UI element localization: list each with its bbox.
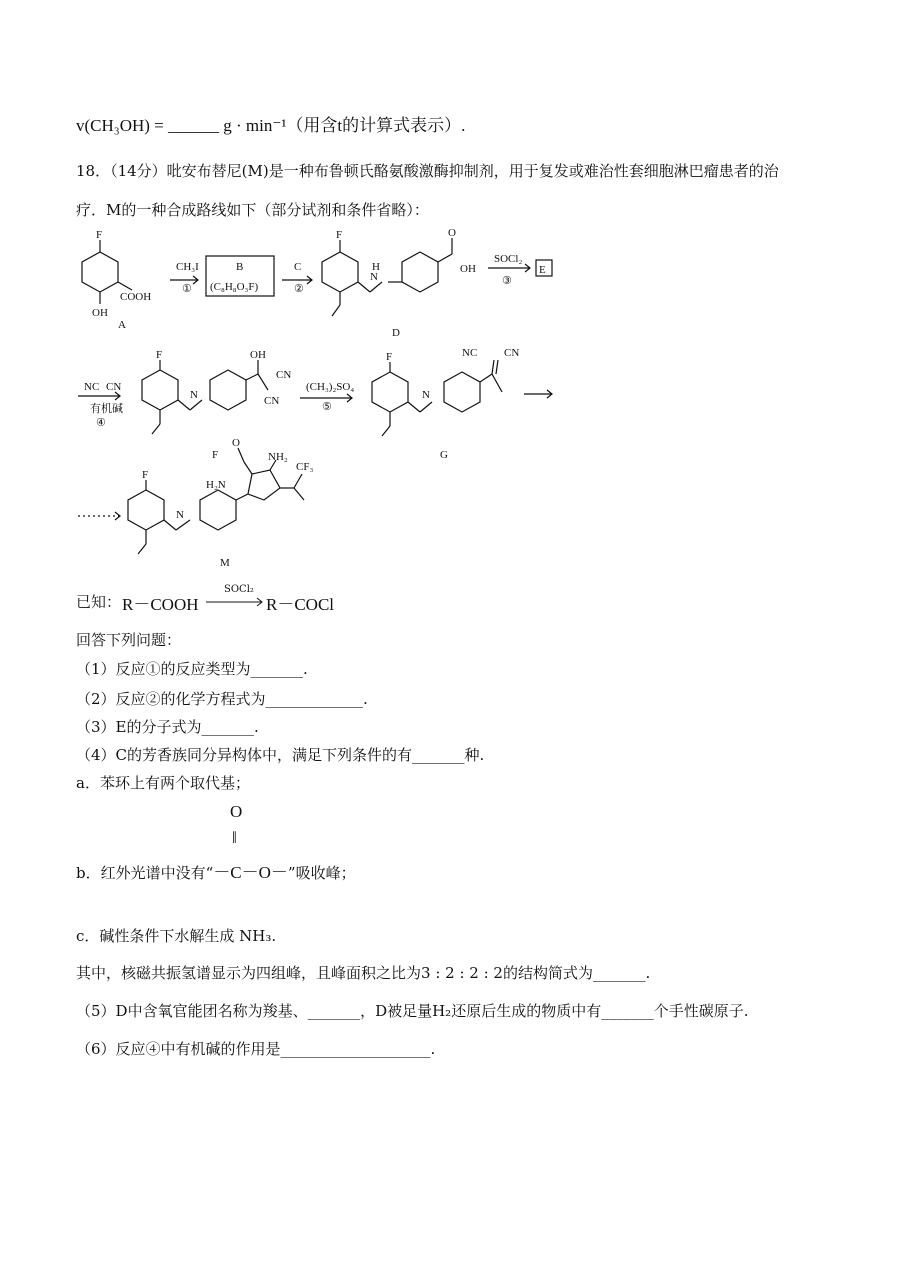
- atom-N-F: N: [190, 389, 198, 401]
- ring-A: [82, 252, 118, 292]
- question-4: （4）C的芳香族同分异构体中，满足下列条件的有_______种.: [76, 746, 485, 764]
- atom-OH-D: OH: [460, 263, 476, 275]
- step-4: ④: [96, 417, 106, 429]
- reagent-4-nc: NC: [84, 381, 100, 393]
- answer-header: 回答下列问题：: [76, 631, 182, 649]
- known-label: 已知：: [76, 593, 122, 611]
- condition-b: [76, 858, 356, 883]
- ring-G1: [372, 372, 408, 412]
- known-lhs: R－COOH: [122, 595, 199, 614]
- question-3: （3）E的分子式为_______.: [76, 718, 259, 736]
- atom-H-D: H: [372, 261, 380, 273]
- condition-b-post: ”吸收峰；: [287, 864, 356, 882]
- atom-O-D: O: [448, 227, 456, 239]
- condition-b-group: －C－O－: [213, 863, 288, 882]
- atom-F-F: F: [156, 349, 163, 361]
- question-2: （2）反应②的化学方程式为_____________.: [76, 690, 368, 708]
- atom-CN-F2: CN: [264, 395, 280, 407]
- atom-CN-G: CN: [504, 347, 520, 359]
- ring-G2: [444, 372, 480, 412]
- formula-B: (C₈H₈O₃F): [210, 281, 259, 293]
- label-F: F: [212, 449, 219, 461]
- step-5: ⑤: [322, 401, 332, 413]
- atom-NH2-M: NH₂: [268, 451, 288, 463]
- ring-F1: [142, 370, 178, 410]
- step-3: ③: [502, 275, 512, 287]
- carbonyl-double-bond: ‖: [232, 828, 237, 847]
- synthesis-scheme: [0, 0, 900, 600]
- pyrazole-ring: [248, 470, 280, 500]
- condition-b-pre: b．红外光谱中没有“: [76, 864, 214, 882]
- question-4-tail: 其中，核磁共振氢谱显示为四组峰，且峰面积之比为3 : 2 : 2 : 2的结构简式为_______.: [76, 964, 651, 982]
- known-cond: SOCl₂: [224, 584, 254, 595]
- condition-c: c．碱性条件下水解生成 NH₃.: [76, 927, 277, 945]
- atom-NC-G: NC: [462, 347, 478, 359]
- reagent-4-cn: CN: [106, 381, 122, 393]
- question-6: （6）反应④中有机碱的作用是____________________.: [76, 1040, 436, 1058]
- step-1: ①: [182, 283, 192, 295]
- label-B: B: [236, 261, 244, 273]
- atom-F-A: F: [96, 229, 103, 241]
- atom-N-M: N: [176, 509, 184, 521]
- atom-CF3-M: CF₃: [296, 461, 314, 473]
- atom-F-M: F: [142, 469, 149, 481]
- carbonyl-o: O: [230, 802, 243, 821]
- label-G: G: [440, 449, 448, 461]
- condition-a: a．苯环上有两个取代基；: [76, 774, 250, 792]
- label-M: M: [220, 557, 230, 569]
- atom-N-G: N: [422, 389, 430, 401]
- reagent-2: C: [294, 261, 302, 273]
- atom-OH-F: OH: [250, 349, 266, 361]
- reagent-1: CH₃I: [176, 261, 199, 273]
- reagent-5: (CH₃)₂SO₄: [306, 381, 355, 393]
- question-1: （1）反应①的反应类型为_______.: [76, 660, 308, 678]
- ring-F2: [210, 370, 246, 410]
- ring-D2: [402, 252, 438, 292]
- atom-CN-F1: CN: [276, 369, 292, 381]
- top-line: v(CH₃OH) = ______ g · min⁻¹（用含t的计算式表示）.: [76, 116, 466, 135]
- ring-M2: [200, 490, 236, 530]
- q18-header: 18．（14分）吡安布替尼(M)是一种布鲁顿氏酪氨酸激酶抑制剂，用于复发或难治性套细胞淋巴瘤患者的治: [76, 162, 779, 180]
- question-5: （5）D中含氧官能团名称为羧基、_______，D被足量H₂还原后生成的物质中有_______个手性碳原子.: [76, 1002, 749, 1020]
- label-A: A: [118, 319, 126, 331]
- ring-D1: [322, 252, 358, 292]
- label-D: D: [392, 327, 400, 339]
- reagent-3: SOCl₂: [494, 253, 523, 265]
- ring-M1: [128, 490, 164, 530]
- atom-H2N-M: H₂N: [206, 479, 226, 491]
- atom-COOH-A: COOH: [120, 291, 152, 303]
- known-rhs: R－COCl: [266, 595, 335, 614]
- step-2: ②: [294, 283, 304, 295]
- atom-N-D: N: [370, 271, 378, 283]
- atom-F-G: F: [386, 351, 393, 363]
- atom-O-M: O: [232, 437, 240, 449]
- label-E: E: [539, 264, 546, 276]
- atom-OH-A: OH: [92, 307, 108, 319]
- reagent-4: 有机碱: [90, 403, 123, 415]
- atom-F-D: F: [336, 229, 343, 241]
- q18-header-2: 疗．M的一种合成路线如下（部分试剂和条件省略）：: [76, 201, 429, 219]
